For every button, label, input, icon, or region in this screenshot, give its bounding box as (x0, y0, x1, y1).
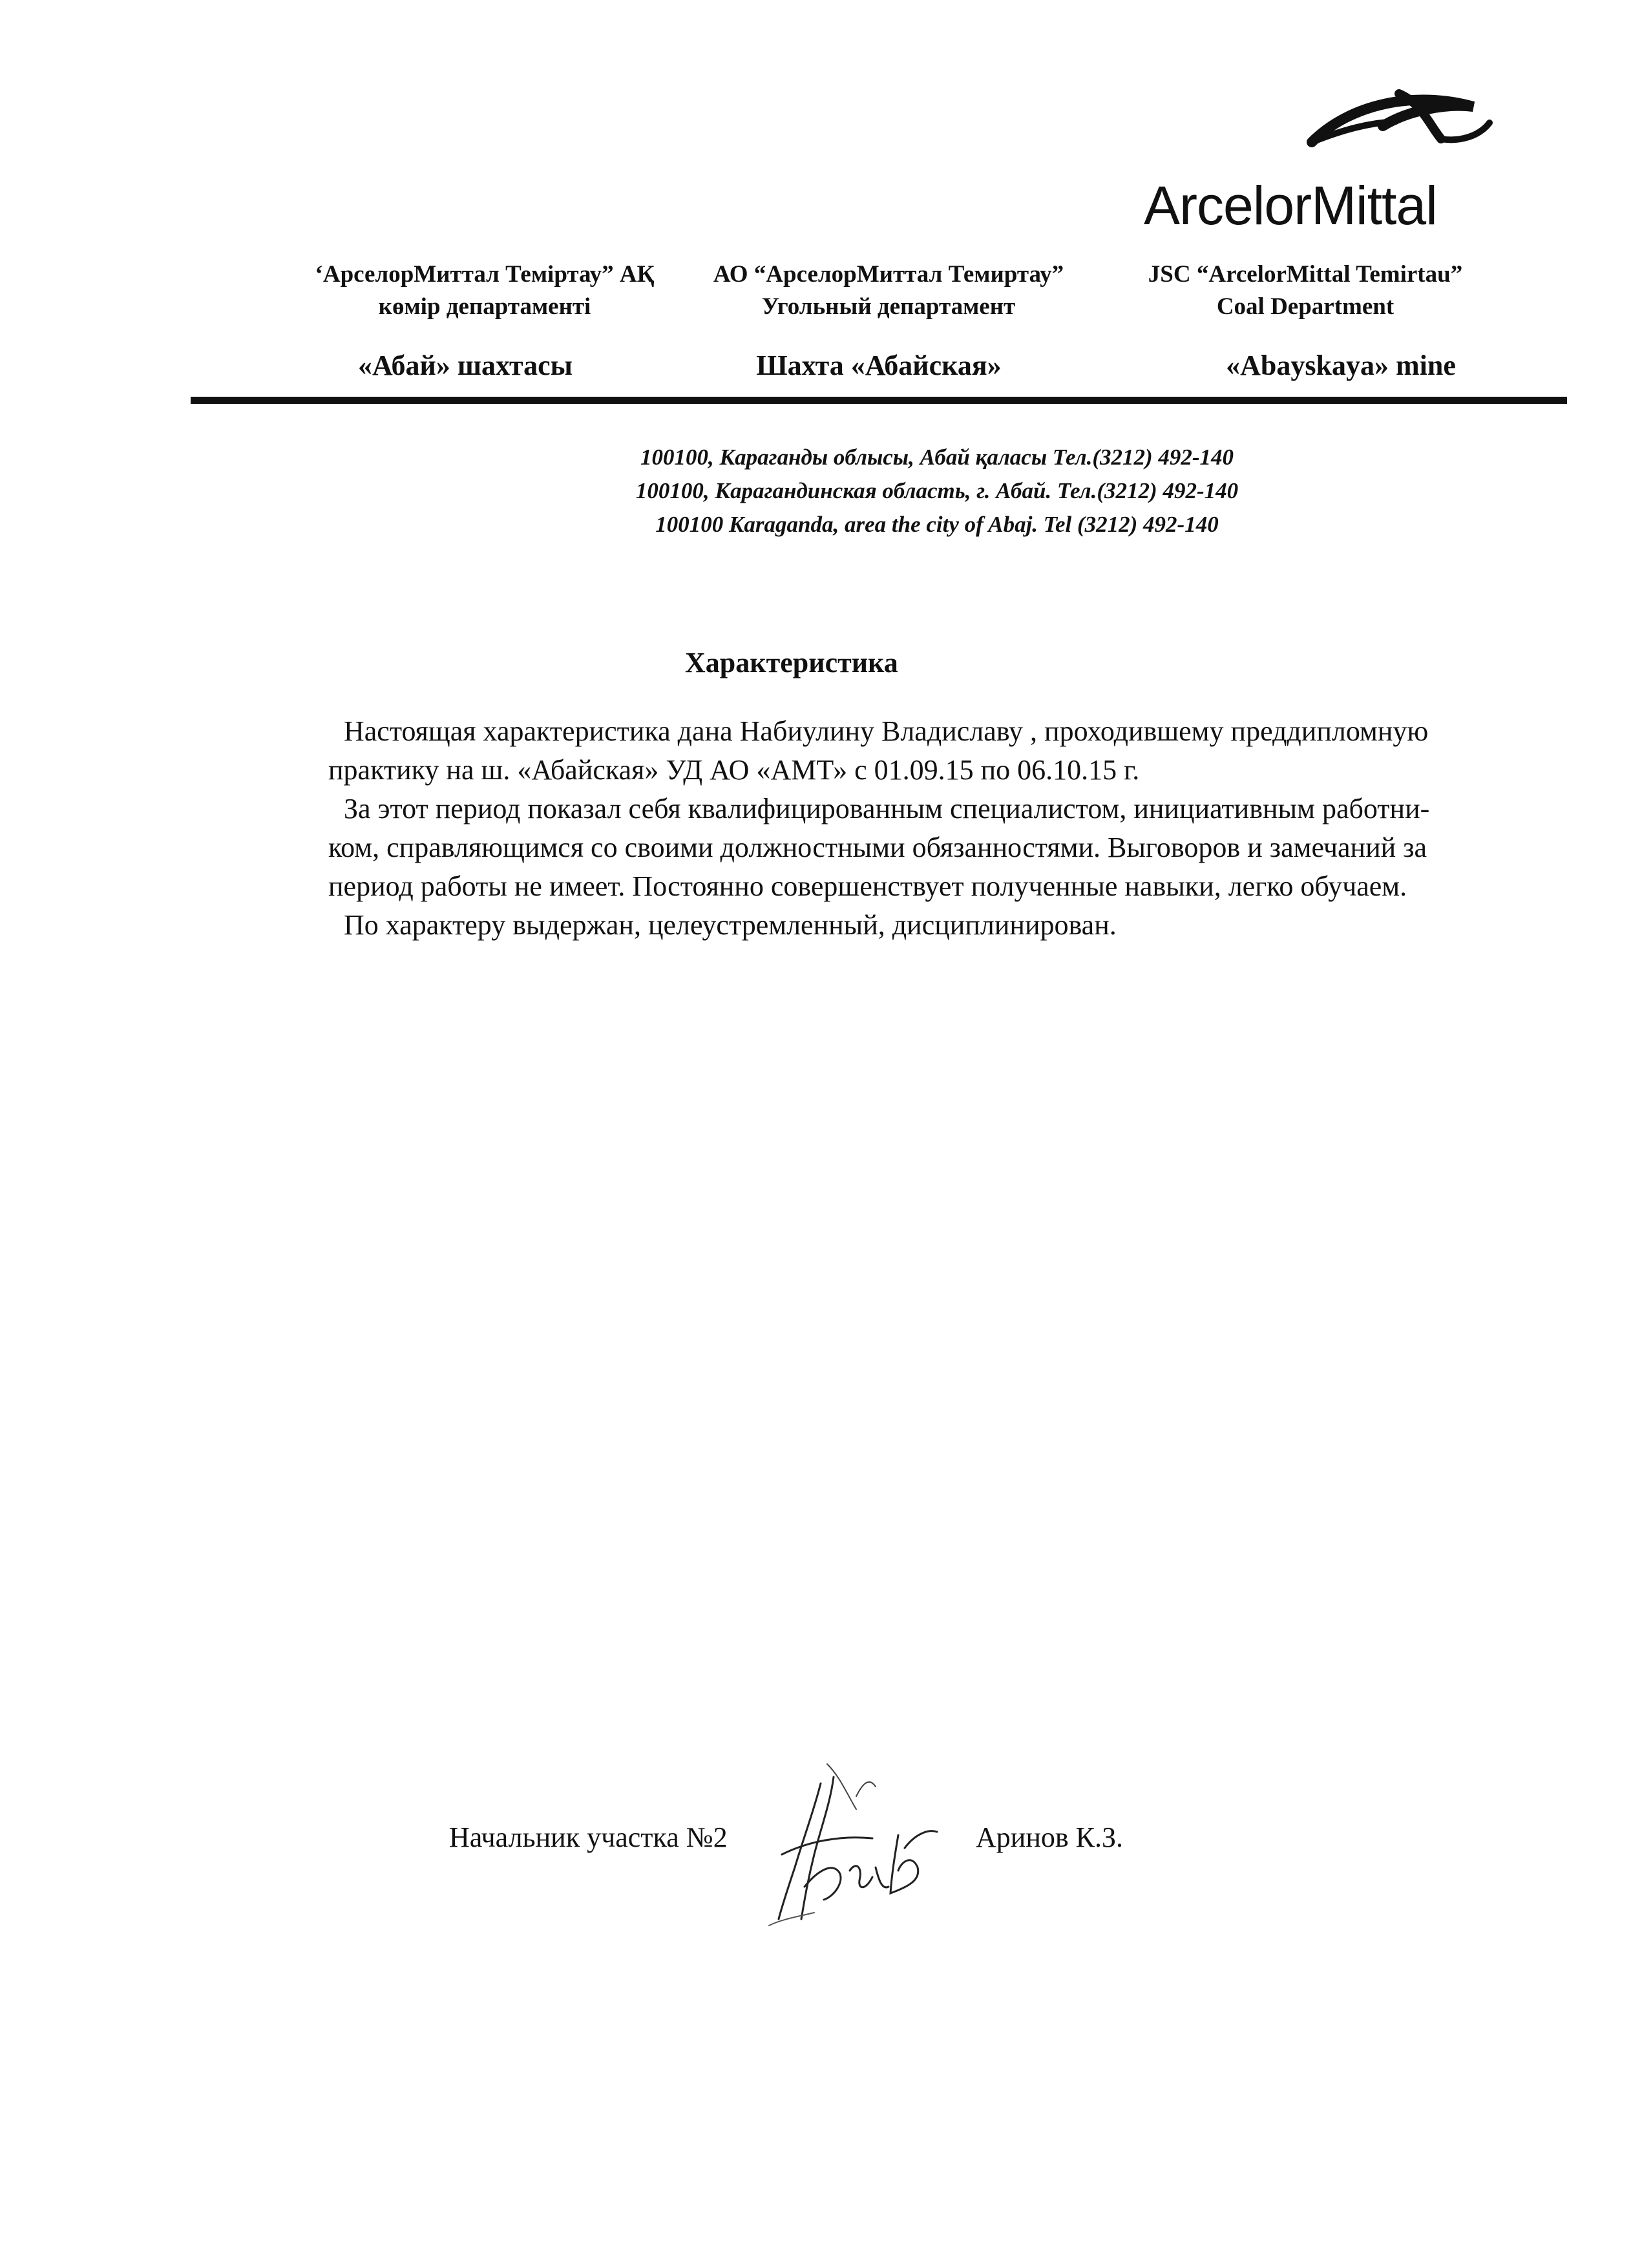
paragraph-2-line-1: За этот период показал себя квалифицированным специалистом, инициативным работни- (344, 793, 1430, 824)
letterhead-divider (191, 397, 1567, 404)
mine-name-english: «Abayskaya» mine (1226, 350, 1456, 381)
address-block (517, 441, 1357, 541)
signature-icon (743, 1758, 963, 1951)
signatory-name: Аринов К.З. (976, 1822, 1124, 1853)
org-name-russian-line1: АО “АрселорМиттал Темиртау” (713, 261, 1064, 288)
org-name-english (1099, 258, 1512, 323)
handwritten-signature (743, 1758, 963, 1951)
org-name-kazakh-line2: көмір департаменті (378, 293, 591, 320)
paragraph-1-line-2: практику на ш. «Абайская» УД АО «АМТ» с 01.09.15 по 06.10.15 г. (328, 754, 1140, 786)
address-english: 100100 Karaganda, area the city of Abaj. Tel (3212) 492-140 (655, 512, 1219, 537)
mine-name-russian: Шахта «Абайская» (756, 350, 1002, 381)
logo-wordmark: ArcelorMittal (1144, 175, 1437, 236)
company-logo (1137, 78, 1499, 236)
org-name-russian-line2: Угольный департамент (761, 293, 1016, 320)
paragraph-1-line-1: Настоящая характеристика дана Набиулину Владиславу , проходившему преддипломную (344, 715, 1429, 747)
document-body (328, 712, 1590, 945)
paragraph-2-line-3: период работы не имеет. Постоянно совершенствует полученные навыки, легко обучаем. (328, 870, 1407, 902)
org-name-english-line1: JSC “ArcelorMittal Temirtau” (1148, 261, 1463, 288)
address-russian: 100100, Карагандинская область, г. Абай. Тел.(3212) 492-140 (635, 478, 1239, 503)
mine-name-kazakh: «Абай» шахтасы (358, 350, 573, 381)
org-name-russian (688, 258, 1089, 323)
paragraph-3-line-1: По характеру выдержан, целеустремленный, дисциплинирован. (344, 909, 1117, 941)
paragraph-2-line-2: ком, справляющимся со своими должностными обязанностями. Выговоров и замечаний за (328, 832, 1427, 863)
org-name-kazakh (291, 258, 679, 323)
org-name-english-line2: Coal Department (1216, 293, 1395, 320)
signatory-position: Начальник участка №2 (449, 1822, 728, 1853)
org-name-kazakh-line1: ‘АрселорМиттал Теміртау” АҚ (315, 261, 655, 288)
address-kazakh: 100100, Караганды облысы, Абай қаласы Тел.(3212) 492-140 (640, 445, 1234, 470)
document-title: Характеристика (685, 647, 898, 678)
arcelormittal-swoosh-icon (1137, 78, 1499, 181)
